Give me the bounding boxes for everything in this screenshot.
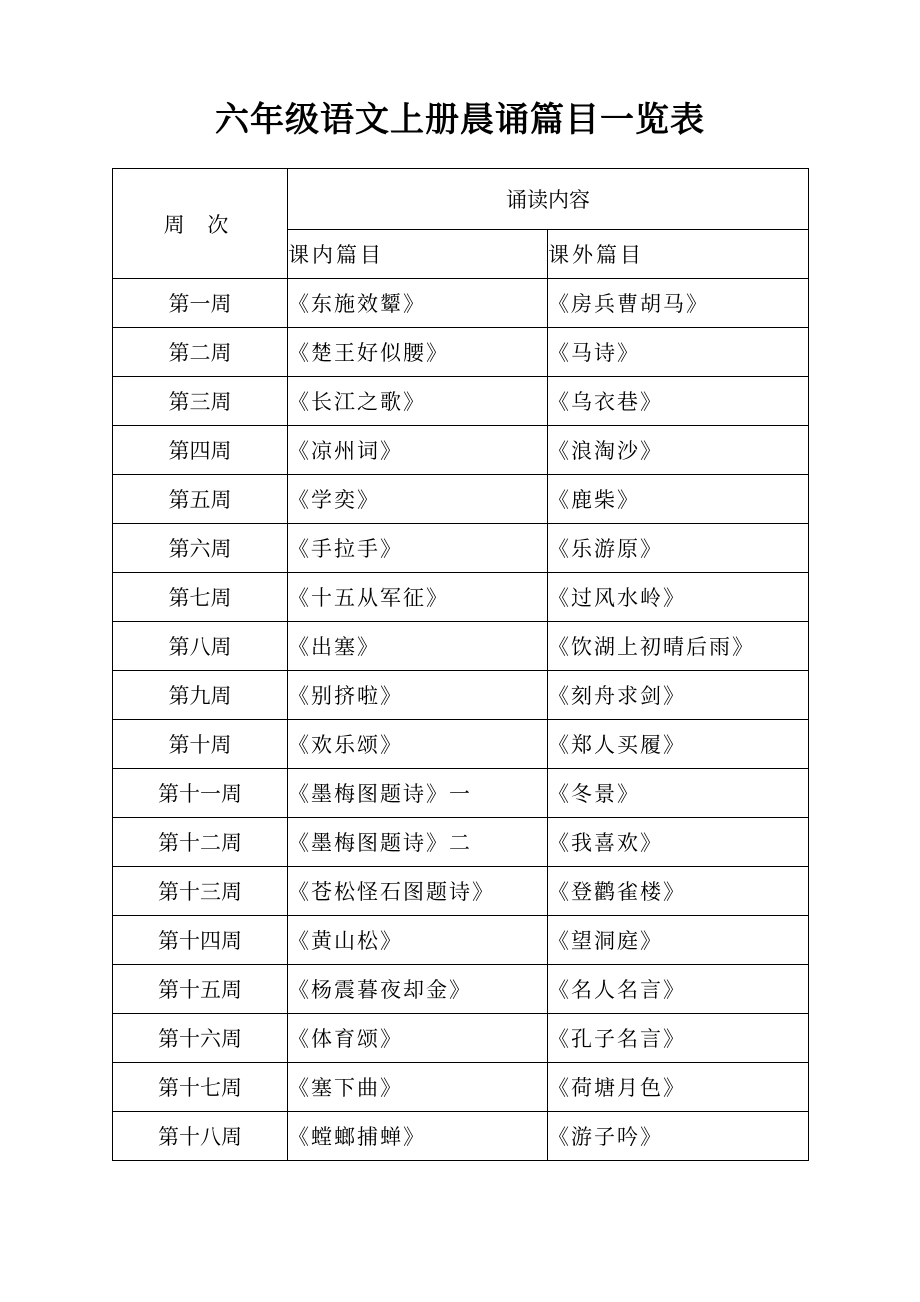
in-class-cell: 《出塞》 (288, 622, 548, 671)
in-class-cell: 《墨梅图题诗》二 (288, 818, 548, 867)
table-row (113, 328, 809, 377)
in-class-cell: 《东施效颦》 (288, 279, 548, 328)
page-title: 六年级语文上册晨诵篇目一览表 (215, 100, 705, 140)
table-row (113, 524, 809, 573)
table-header (113, 169, 809, 279)
week-cell: 第六周 (113, 524, 288, 573)
table-row (113, 818, 809, 867)
extra-cell: 《浪淘沙》 (548, 426, 809, 475)
extra-cell: 《名人名言》 (548, 965, 809, 1014)
in-class-column-header: 课内篇目 (288, 230, 548, 279)
week-cell: 第十七周 (113, 1063, 288, 1112)
extra-cell: 《乌衣巷》 (548, 377, 809, 426)
in-class-cell: 《塞下曲》 (288, 1063, 548, 1112)
table-row (113, 573, 809, 622)
extra-cell: 《冬景》 (548, 769, 809, 818)
table-row (113, 720, 809, 769)
extra-cell: 《过风水岭》 (548, 573, 809, 622)
in-class-cell: 《凉州词》 (288, 426, 548, 475)
in-class-cell: 《体育颂》 (288, 1014, 548, 1063)
table-row (113, 426, 809, 475)
in-class-cell: 《螳螂捕蝉》 (288, 1112, 548, 1161)
extra-column-header: 课外篇目 (548, 230, 809, 279)
in-class-cell: 《别挤啦》 (288, 671, 548, 720)
table-row (113, 671, 809, 720)
in-class-cell: 《墨梅图题诗》一 (288, 769, 548, 818)
table-row (113, 1014, 809, 1063)
week-cell: 第十周 (113, 720, 288, 769)
in-class-cell: 《长江之歌》 (288, 377, 548, 426)
week-cell: 第四周 (113, 426, 288, 475)
in-class-cell: 《楚王好似腰》 (288, 328, 548, 377)
in-class-cell: 《黄山松》 (288, 916, 548, 965)
table-row (113, 867, 809, 916)
extra-cell: 《荷塘月色》 (548, 1063, 809, 1112)
week-cell: 第二周 (113, 328, 288, 377)
in-class-cell: 《手拉手》 (288, 524, 548, 573)
reading-content-header: 诵读内容 (288, 169, 809, 230)
week-cell: 第三周 (113, 377, 288, 426)
table-row (113, 1063, 809, 1112)
week-cell: 第八周 (113, 622, 288, 671)
in-class-cell: 《学奕》 (288, 475, 548, 524)
week-cell: 第五周 (113, 475, 288, 524)
in-class-cell: 《杨震暮夜却金》 (288, 965, 548, 1014)
header-row-top (113, 169, 809, 230)
extra-cell: 《郑人买履》 (548, 720, 809, 769)
week-cell: 第十三周 (113, 867, 288, 916)
table-row (113, 377, 809, 426)
in-class-cell: 《苍松怪石图题诗》 (288, 867, 548, 916)
table-row (113, 916, 809, 965)
table-row (113, 279, 809, 328)
table-row (113, 965, 809, 1014)
week-cell: 第十六周 (113, 1014, 288, 1063)
extra-cell: 《孔子名言》 (548, 1014, 809, 1063)
week-cell: 第十一周 (113, 769, 288, 818)
reading-schedule-table (112, 168, 809, 1161)
in-class-cell: 《欢乐颂》 (288, 720, 548, 769)
week-cell: 第十二周 (113, 818, 288, 867)
extra-cell: 《饮湖上初晴后雨》 (548, 622, 809, 671)
extra-cell: 《乐游原》 (548, 524, 809, 573)
table-row (113, 769, 809, 818)
extra-cell: 《我喜欢》 (548, 818, 809, 867)
week-cell: 第十五周 (113, 965, 288, 1014)
extra-cell: 《刻舟求剑》 (548, 671, 809, 720)
table-row (113, 622, 809, 671)
extra-cell: 《望洞庭》 (548, 916, 809, 965)
week-cell: 第一周 (113, 279, 288, 328)
extra-cell: 《房兵曹胡马》 (548, 279, 809, 328)
table-row (113, 475, 809, 524)
extra-cell: 《游子吟》 (548, 1112, 809, 1161)
week-cell: 第十四周 (113, 916, 288, 965)
extra-cell: 《马诗》 (548, 328, 809, 377)
extra-cell: 《鹿柴》 (548, 475, 809, 524)
week-column-header: 周 次 (113, 169, 288, 279)
table-body (113, 279, 809, 1161)
week-cell: 第七周 (113, 573, 288, 622)
in-class-cell: 《十五从军征》 (288, 573, 548, 622)
week-cell: 第十八周 (113, 1112, 288, 1161)
week-cell: 第九周 (113, 671, 288, 720)
table-row (113, 1112, 809, 1161)
extra-cell: 《登鹳雀楼》 (548, 867, 809, 916)
